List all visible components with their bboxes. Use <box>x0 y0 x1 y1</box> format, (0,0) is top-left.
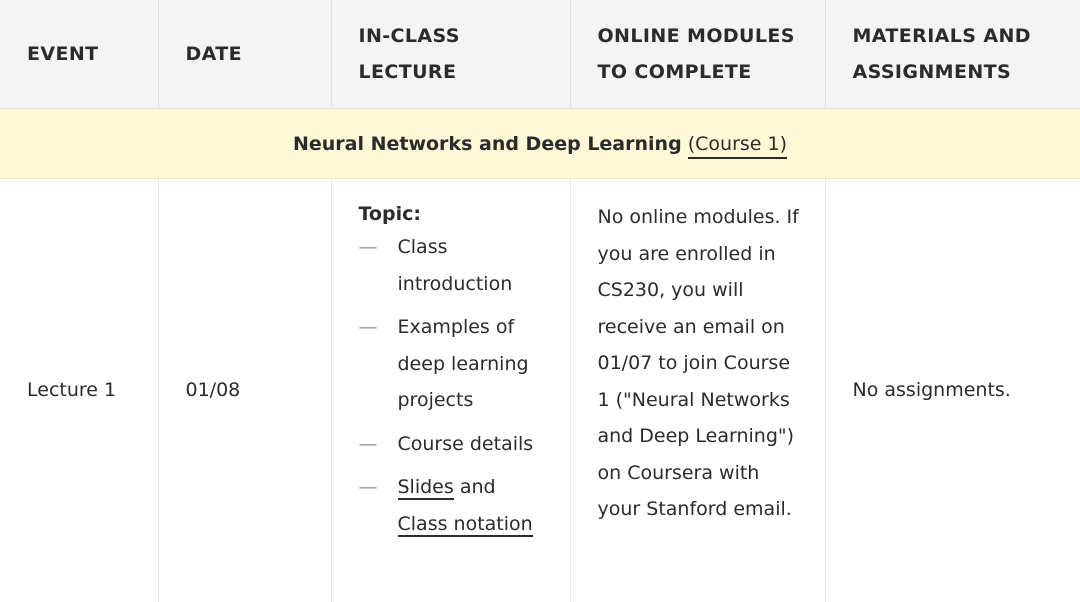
header-row <box>0 0 1080 109</box>
lecture-cell <box>331 179 570 602</box>
course-1-link[interactable] <box>688 133 787 159</box>
paren-close: ) <box>780 133 787 155</box>
lecture-row <box>0 179 1080 602</box>
topic-text: Class introduction <box>398 236 513 295</box>
paren-open: ( <box>688 133 695 155</box>
topic-text: Examples of deep learning projects <box>398 316 529 411</box>
and-text: and <box>460 476 496 498</box>
course-link-wrapper <box>688 133 787 159</box>
materials-cell: No assignments. <box>825 179 1080 602</box>
header-in-class-lecture <box>331 0 570 109</box>
header-date: DATE <box>158 0 331 109</box>
topic-text: Course details <box>398 433 534 455</box>
topic-list <box>359 229 550 542</box>
dash-icon: — <box>359 309 378 346</box>
topic-item-links <box>359 469 550 542</box>
topic-label: Topic: <box>359 199 550 229</box>
dash-icon: — <box>359 469 378 506</box>
header-event: EVENT <box>0 0 158 109</box>
online-modules-cell: No online modules. If you are enrolled in CS230, you will receive an email on 01/07 to join Course 1 ("Neural Networks and Deep Learning") on Coursera with your Stanford email. <box>570 179 825 602</box>
course-row <box>0 109 1080 179</box>
topic-item <box>359 426 550 463</box>
course-title: Neural Networks and Deep Learning <box>293 133 682 155</box>
header-online-modules <box>570 0 825 109</box>
course-cell <box>0 109 1080 179</box>
course-link-label: Course 1 <box>695 133 779 155</box>
header-text: IN-CLASS LECTURE <box>359 25 460 83</box>
class-notation-link[interactable]: Class notation <box>398 513 533 537</box>
slides-link[interactable]: Slides <box>398 476 454 500</box>
date-cell: 01/08 <box>158 179 331 602</box>
topic-item <box>359 229 550 302</box>
topic-item <box>359 309 550 419</box>
dash-icon: — <box>359 229 378 266</box>
header-text: MATERIALS AND ASSIGNMENTS <box>853 25 1031 83</box>
header-materials <box>825 0 1080 109</box>
event-cell: Lecture 1 <box>0 179 158 602</box>
header-text: ONLINE MODULES TO COMPLETE <box>598 25 795 83</box>
dash-icon: — <box>359 426 378 463</box>
